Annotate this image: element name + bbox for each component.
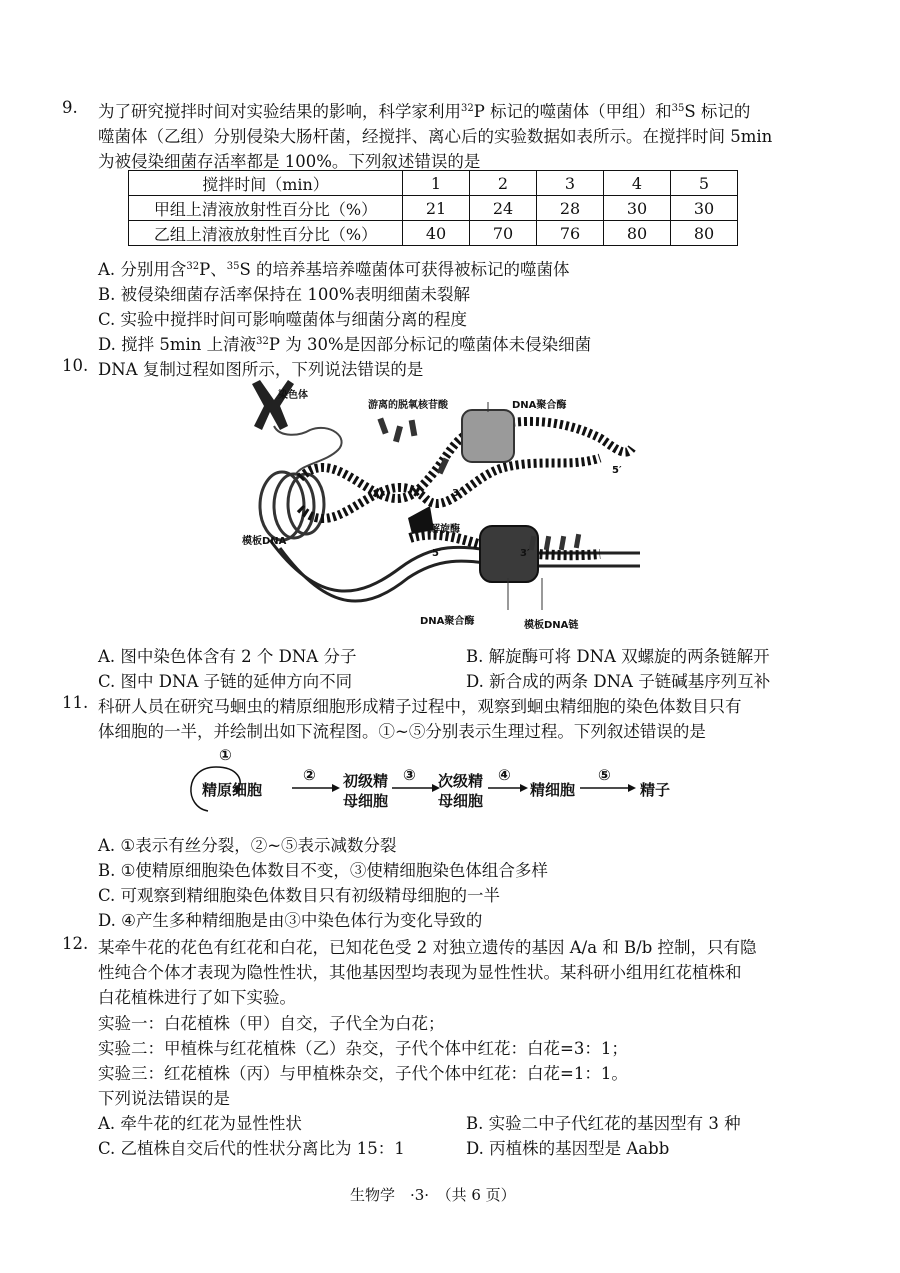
- table-cell: 24: [470, 196, 537, 221]
- table-cell: 21: [403, 196, 470, 221]
- question-number: 12.: [62, 934, 89, 953]
- question-number: 10.: [62, 356, 89, 375]
- strand-end-label: 5′: [612, 465, 622, 476]
- dna-polymerase-label: DNA聚合酶: [512, 400, 567, 411]
- strand-end-label: 3′: [520, 548, 530, 559]
- experiment-3: 实验三：红花植株（丙）与甲植株杂交，子代个体中红花：白花=1：1。: [98, 1064, 628, 1083]
- question-stem-line: 白花植株进行了如下实验。: [98, 988, 296, 1007]
- table-row-label: 甲组上清液放射性百分比（%）: [129, 196, 403, 221]
- table-cell: 76: [537, 221, 604, 246]
- table-cell: 80: [671, 221, 738, 246]
- process-5-marker: ⑤: [598, 766, 611, 784]
- option-d: D. 丙植株的基因型是 Aabb: [466, 1139, 670, 1158]
- question-stem-line: 某牵牛花的花色有红花和白花，已知花色受 2 对独立遗传的基因 A/a 和 B/b 控制，只有隐: [98, 938, 757, 957]
- table-row-label: 乙组上清液放射性百分比（%）: [129, 221, 403, 246]
- question-number: 9.: [62, 98, 78, 117]
- template-dna-label: 模板DNA: [242, 536, 287, 547]
- option-a: A. 分别用含$^{32}$P、$^{35}$S 的培养基培养噬菌体可获得被标记的噬菌体: [98, 260, 570, 279]
- question-stem-line: DNA 复制过程如图所示，下列说法错误的是: [98, 360, 424, 379]
- option-a: A. ①表示有丝分裂，②~⑤表示减数分裂: [98, 836, 397, 855]
- spermatid-label: 精细胞: [530, 781, 576, 799]
- question-prompt: 下列说法错误的是: [98, 1089, 230, 1108]
- chromosome-label: 染色体: [278, 390, 308, 401]
- table-cell: 80: [604, 221, 671, 246]
- primary-spermatocyte-label: 初级精: [343, 772, 389, 790]
- experiment-2: 实验二：甲植株与红花植株（乙）杂交，子代个体中红花：白花=3：1；: [98, 1039, 628, 1058]
- primary-spermatocyte-label: 母细胞: [343, 792, 389, 810]
- secondary-spermatocyte-label: 母细胞: [438, 792, 484, 810]
- option-b: B. 被侵染细菌存活率保持在 100%表明细菌未裂解: [98, 285, 471, 304]
- table-header-cell: 5: [671, 171, 738, 196]
- process-1-marker: ①: [219, 746, 232, 764]
- free-nucleotides-label: 游离的脱氧核苷酸: [368, 400, 448, 411]
- option-a: A. 牵牛花的红花为显性性状: [98, 1114, 302, 1133]
- helicase-label: 解旋酶: [430, 524, 460, 535]
- question-stem-line: 体细胞的一半，并绘制出如下流程图。①~⑤分别表示生理过程。下列叙述错误的是: [98, 722, 706, 741]
- question-stem-line: 为被侵染细菌存活率都是 100%。下列叙述错误的是: [98, 152, 481, 171]
- option-c: C. 实验中搅拌时间可影响噬菌体与细菌分离的程度: [98, 310, 468, 329]
- option-b: B. 实验二中子代红花的基因型有 3 种: [466, 1114, 741, 1133]
- option-b: B. ①使精原细胞染色体数目不变，③使精细胞染色体组合多样: [98, 861, 548, 880]
- process-4-marker: ④: [498, 766, 511, 784]
- process-2-marker: ②: [303, 766, 316, 784]
- table-header-cell: 搅拌时间（min）: [129, 171, 403, 196]
- table-header-cell: 3: [537, 171, 604, 196]
- question-stem-line: 噬菌体（乙组）分别侵染大肠杆菌，经搅拌、离心后的实验数据如表所示。在搅拌时间 5min: [98, 127, 773, 146]
- spermatogonium-label: 精原细胞: [202, 781, 263, 799]
- table-cell: 30: [671, 196, 738, 221]
- strand-end-label: 3′: [452, 488, 462, 499]
- question-stem-line: 科研人员在研究马蛔虫的精原细胞形成精子过程中，观察到蛔虫精细胞的染色体数目只有: [98, 697, 742, 716]
- option-c: C. 图中 DNA 子链的延伸方向不同: [98, 672, 353, 691]
- table-header-cell: 4: [604, 171, 671, 196]
- table-row: [129, 221, 738, 246]
- process-3-marker: ③: [403, 766, 416, 784]
- table-cell: 30: [604, 196, 671, 221]
- question-number: 11.: [62, 693, 89, 712]
- table-header-cell: 2: [470, 171, 537, 196]
- option-d: D. 搅拌 5min 上清液$^{32}$P 为 30%是因部分标记的噬菌体未侵染细菌: [98, 335, 592, 354]
- option-b: B. 解旋酶可将 DNA 双螺旋的两条链解开: [466, 647, 770, 666]
- table-header-row: [129, 171, 738, 196]
- option-d: D. 新合成的两条 DNA 子链碱基序列互补: [466, 672, 771, 691]
- table-row: [129, 196, 738, 221]
- question-stem-line: 为了研究搅拌时间对实验结果的影响，科学家利用$^{32}$P 标记的噬菌体（甲组）和$^{35}$S 标记的: [98, 102, 751, 121]
- experiment-1: 实验一：白花植株（甲）自交，子代全为白花；: [98, 1014, 445, 1033]
- stirring-data-table: [128, 170, 738, 246]
- option-a: A. 图中染色体含有 2 个 DNA 分子: [98, 647, 357, 666]
- table-cell: 40: [403, 221, 470, 246]
- dna-polymerase-label: DNA聚合酶: [420, 616, 475, 627]
- sperm-label: 精子: [640, 781, 671, 799]
- table-cell: 70: [470, 221, 537, 246]
- secondary-spermatocyte-label: 次级精: [438, 772, 484, 790]
- table-header-cell: 1: [403, 171, 470, 196]
- option-d: D. ④产生多种精细胞是由③中染色体行为变化导致的: [98, 911, 483, 930]
- page-footer: 生物学 ·3· （共 6 页）: [350, 1186, 516, 1204]
- option-c: C. 乙植株自交后代的性状分离比为 15：1: [98, 1139, 405, 1158]
- table-cell: 28: [537, 196, 604, 221]
- dna-replication-figure: [240, 378, 640, 636]
- strand-end-label: 5′: [432, 548, 442, 559]
- template-strand-label: 模板DNA链: [524, 620, 579, 631]
- option-c: C. 可观察到精细胞染色体数目只有初级精母细胞的一半: [98, 886, 501, 905]
- question-stem-line: 性纯合个体才表现为隐性性状，其他基因型均表现为显性性状。某科研小组用红花植株和: [98, 963, 742, 982]
